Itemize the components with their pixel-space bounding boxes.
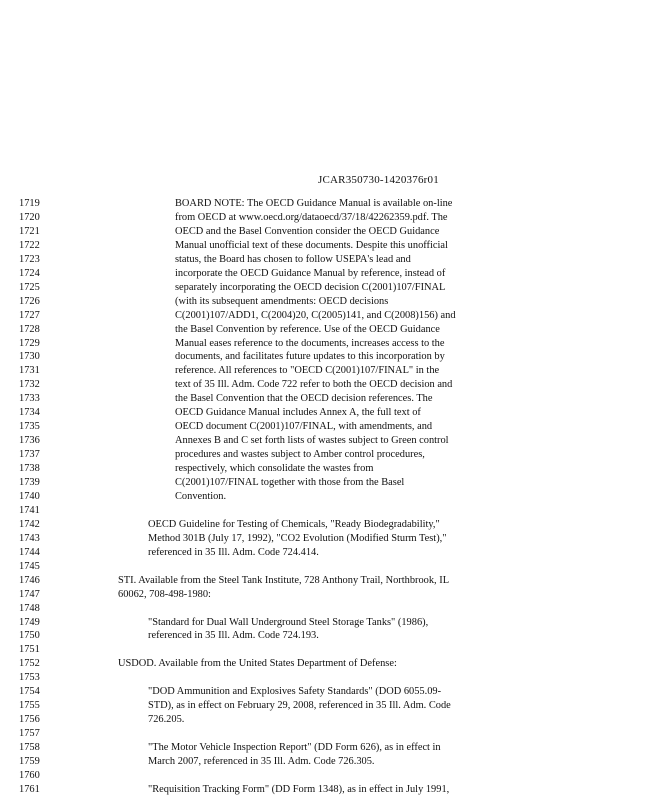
document-line [0, 267, 671, 281]
line-number: 1731 [19, 365, 40, 377]
line-text: OECD and the Basel Convention consider the OECD Guidance [175, 225, 440, 237]
line-number: 1734 [19, 407, 40, 419]
line-text: "Requisition Tracking Form" (DD Form 1348), as in effect in July 1991, [148, 783, 450, 795]
line-number: 1733 [19, 393, 40, 405]
line-text: "DOD Ammunition and Explosives Safety Standards" (DOD 6055.09- [148, 686, 442, 698]
line-number: 1751 [19, 644, 40, 656]
line-text: procedures and wastes subject to Amber control procedures, [175, 449, 425, 461]
document-line [0, 337, 671, 351]
line-number: 1753 [19, 672, 40, 684]
document-line [0, 588, 671, 602]
line-text: "Standard for Dual Wall Underground Steel Storage Tanks" (1986), [148, 616, 429, 628]
line-text: OECD document C(2001)107/FINAL, with amendments, and [175, 421, 433, 433]
line-number: 1728 [19, 323, 40, 335]
line-text: Convention. [175, 490, 227, 502]
document-line [0, 309, 671, 323]
document-line [0, 295, 671, 309]
line-text: the Basel Convention that the OECD decision references. The [175, 393, 433, 405]
line-number: 1742 [19, 518, 40, 530]
document-line [0, 448, 671, 462]
line-number: 1732 [19, 379, 40, 391]
line-text: STD), as in effect on February 29, 2008, referenced in 35 Ill. Adm. Code [148, 700, 451, 712]
line-text: OECD Guidance Manual includes Annex A, the full text of [175, 407, 421, 419]
document-line [0, 685, 671, 699]
line-text: status, the Board has chosen to follow USEPA's lead and [175, 253, 411, 265]
line-number: 1738 [19, 463, 40, 475]
line-number: 1726 [19, 295, 40, 307]
line-number: 1744 [19, 546, 40, 558]
line-number: 1756 [19, 714, 40, 726]
line-number: 1741 [19, 504, 40, 516]
line-text: (with its subsequent amendments: OECD decisions [175, 295, 389, 307]
line-text: OECD Guideline for Testing of Chemicals, "Ready Biodegradability," [148, 518, 440, 530]
document-line [0, 406, 671, 420]
line-number: 1724 [19, 267, 40, 279]
document-line [0, 769, 671, 783]
document-line [0, 225, 671, 239]
document-line [0, 657, 671, 671]
line-text: "The Motor Vehicle Inspection Report" (DD Form 626), as in effect in [148, 742, 441, 754]
line-number: 1752 [19, 658, 40, 670]
document-line [0, 253, 671, 267]
document-line [0, 629, 671, 643]
line-text: BOARD NOTE: The OECD Guidance Manual is available on-line [175, 198, 453, 209]
line-number: 1737 [19, 449, 40, 461]
document-line [0, 420, 671, 434]
line-number: 1758 [19, 742, 40, 754]
line-text: respectively, which consolidate the wastes from [175, 463, 374, 475]
line-number: 1760 [19, 769, 40, 781]
document-line [0, 462, 671, 476]
line-text: 60062, 708-498-1980: [118, 588, 211, 600]
document-line [0, 616, 671, 630]
line-text: referenced in 35 Ill. Adm. Code 724.193. [148, 630, 319, 642]
document-line [0, 476, 671, 490]
line-text: C(2001)107/FINAL together with those from the Basel [175, 477, 405, 488]
line-number: 1754 [19, 686, 40, 698]
document-line [0, 434, 671, 448]
line-number: 1719 [19, 198, 40, 209]
line-number: 1740 [19, 490, 40, 502]
document-line [0, 546, 671, 560]
document-line [0, 350, 671, 364]
line-number: 1730 [19, 351, 40, 363]
line-number: 1736 [19, 435, 40, 447]
document-line [0, 532, 671, 546]
document-line [0, 211, 671, 225]
document-line [0, 518, 671, 532]
line-number: 1747 [19, 588, 40, 600]
document-line [0, 699, 671, 713]
document-line [0, 490, 671, 504]
document-line [0, 197, 671, 211]
document-line [0, 378, 671, 392]
document-line [0, 755, 671, 769]
line-number: 1739 [19, 477, 40, 488]
document-line [0, 574, 671, 588]
line-text: 726.205. [148, 714, 185, 726]
document-line [0, 504, 671, 518]
line-text: referenced in 35 Ill. Adm. Code 724.414. [148, 546, 319, 558]
document-line [0, 783, 671, 797]
line-number: 1735 [19, 421, 40, 433]
line-text: March 2007, referenced in 35 Ill. Adm. Code 726.305. [148, 756, 375, 767]
line-number: 1723 [19, 253, 40, 265]
document-line [0, 392, 671, 406]
line-text: Manual eases reference to the documents, increases access to the [175, 337, 445, 349]
line-number: 1722 [19, 239, 40, 251]
line-text: Method 301B (July 17, 1992), "CO2 Evolution (Modified Sturm Test)," [148, 532, 447, 544]
line-number: 1743 [19, 532, 40, 544]
line-number: 1745 [19, 560, 40, 572]
line-text: reference. All references to "OECD C(2001)107/FINAL" in the [175, 365, 440, 377]
line-number: 1727 [19, 309, 40, 321]
document-line [0, 323, 671, 337]
line-number: 1721 [19, 225, 40, 237]
line-number: 1750 [19, 630, 40, 642]
document-line [0, 713, 671, 727]
line-text: text of 35 Ill. Adm. Code 722 refer to both the OECD decision and [175, 379, 453, 391]
line-text: C(2001)107/ADD1, C(2004)20, C(2005)141, and C(2008)156) and [175, 309, 456, 321]
document-header-code: JCAR350730-1420376r01 [318, 174, 439, 186]
line-text: separately incorporating the OECD decision C(2001)107/FINAL [175, 281, 446, 293]
document-line [0, 643, 671, 657]
line-number: 1755 [19, 700, 40, 712]
line-number: 1725 [19, 281, 40, 293]
line-number: 1761 [19, 783, 40, 795]
line-text: the Basel Convention by reference. Use of the OECD Guidance [175, 323, 440, 335]
line-number: 1746 [19, 574, 40, 586]
document-line [0, 281, 671, 295]
document-line [0, 741, 671, 755]
line-number: 1749 [19, 616, 40, 628]
line-text: Manual unofficial text of these documents. Despite this unofficial [175, 239, 448, 251]
document-line [0, 602, 671, 616]
document-line [0, 671, 671, 685]
document-line [0, 364, 671, 378]
line-number: 1759 [19, 756, 40, 767]
line-text: from OECD at www.oecd.org/dataoecd/37/18/42262359.pdf. The [175, 211, 448, 223]
line-number: 1748 [19, 602, 40, 614]
line-text: Annexes B and C set forth lists of wastes subject to Green control [175, 435, 449, 447]
line-text: STI. Available from the Steel Tank Institute, 728 Anthony Trail, Northbrook, IL [118, 574, 450, 586]
line-text: USDOD. Available from the United States Department of Defense: [118, 658, 397, 670]
line-text: incorporate the OECD Guidance Manual by reference, instead of [175, 267, 446, 279]
document-line [0, 560, 671, 574]
line-number: 1729 [19, 337, 40, 349]
line-number: 1720 [19, 211, 40, 223]
line-text: documents, and facilitates future updates to this incorporation by [175, 351, 445, 363]
document-line [0, 727, 671, 741]
line-number: 1757 [19, 728, 40, 740]
document-line [0, 239, 671, 253]
